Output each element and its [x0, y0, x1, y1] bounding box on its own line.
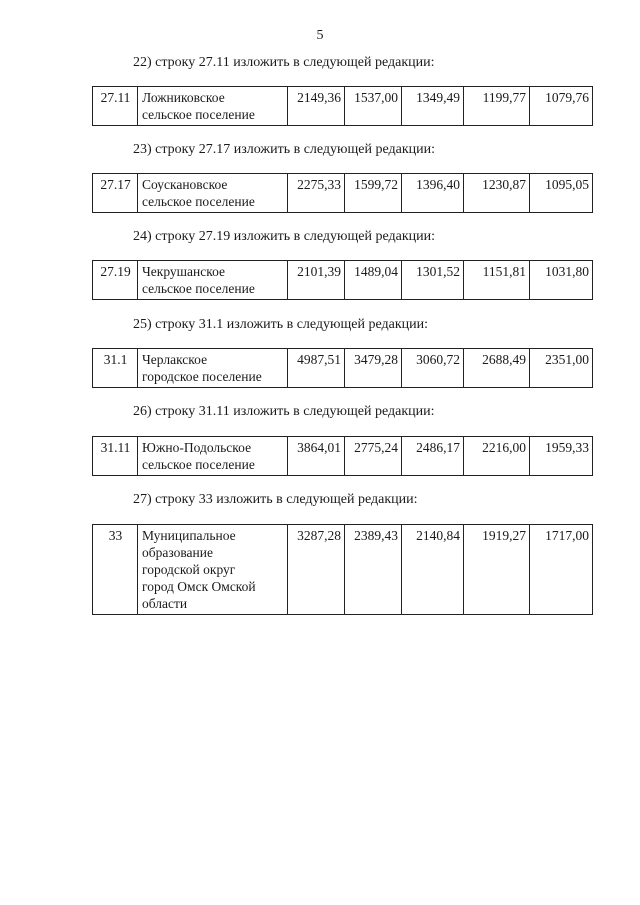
row-value: 2275,33	[288, 174, 345, 213]
row-value: 1959,33	[530, 437, 593, 476]
row-value: 2140,84	[402, 525, 464, 615]
row-value: 2688,49	[464, 349, 530, 388]
instruction-25: 25) строку 31.1 изложить в следующей редакции:	[133, 317, 429, 332]
row-code: 31.1	[93, 349, 138, 388]
row-name	[138, 174, 288, 213]
row-value: 1095,05	[530, 174, 593, 213]
table-row	[93, 437, 593, 476]
row-value: 1537,00	[345, 87, 402, 126]
row-value: 2216,00	[464, 437, 530, 476]
row-value: 4987,51	[288, 349, 345, 388]
instruction-22: 22) строку 27.11 изложить в следующей редакции:	[133, 55, 435, 70]
instruction-26: 26) строку 31.11 изложить в следующей редакции:	[133, 404, 435, 419]
row-code: 33	[93, 525, 138, 615]
table-row	[93, 87, 593, 126]
row-value: 1919,27	[464, 525, 530, 615]
row-code: 27.19	[93, 261, 138, 300]
row-name	[138, 437, 288, 476]
instruction-24: 24) строку 27.19 изложить в следующей редакции:	[133, 229, 436, 244]
row-table-31-1	[92, 348, 593, 388]
row-value: 1396,40	[402, 174, 464, 213]
page-number: 5	[316, 28, 324, 43]
row-name-line: городское поселение	[142, 369, 262, 384]
row-name-line: городской округ	[142, 562, 236, 577]
table-row	[93, 349, 593, 388]
row-name-line: Черлакское	[142, 352, 208, 367]
row-name-line: город Омск Омской	[142, 579, 256, 594]
row-name	[138, 87, 288, 126]
instruction-23: 23) строку 27.17 изложить в следующей редакции:	[133, 142, 436, 157]
row-name-line: образование	[142, 545, 213, 560]
row-name-line: сельское поселение	[142, 194, 255, 209]
row-name	[138, 349, 288, 388]
table-row	[93, 174, 593, 213]
row-value: 2101,39	[288, 261, 345, 300]
row-value: 1489,04	[345, 261, 402, 300]
row-value: 2486,17	[402, 437, 464, 476]
row-value: 2351,00	[530, 349, 593, 388]
row-name-line: сельское поселение	[142, 281, 255, 296]
row-value: 1199,77	[464, 87, 530, 126]
row-name-line: Соускановское	[142, 177, 228, 192]
row-table-27-17	[92, 173, 593, 213]
row-value: 2775,24	[345, 437, 402, 476]
row-name-line: Чекрушанское	[142, 264, 226, 279]
row-value: 1079,76	[530, 87, 593, 126]
row-value: 1031,80	[530, 261, 593, 300]
row-code: 27.11	[93, 87, 138, 126]
row-name-line: сельское поселение	[142, 457, 255, 472]
row-name-line: Муниципальное	[142, 528, 236, 543]
row-table-27-19	[92, 260, 593, 300]
row-value: 2389,43	[345, 525, 402, 615]
row-table-27-11	[92, 86, 593, 126]
row-table-31-11	[92, 436, 593, 476]
row-value: 3864,01	[288, 437, 345, 476]
row-name-line: области	[142, 596, 188, 611]
row-value: 3479,28	[345, 349, 402, 388]
table-row	[93, 525, 593, 615]
row-value: 1230,87	[464, 174, 530, 213]
row-name-line: Южно-Подольское	[142, 440, 252, 455]
table-row	[93, 261, 593, 300]
row-name	[138, 525, 288, 615]
row-name	[138, 261, 288, 300]
row-value: 1599,72	[345, 174, 402, 213]
row-value: 1301,52	[402, 261, 464, 300]
row-value: 1717,00	[530, 525, 593, 615]
row-value: 1151,81	[464, 261, 530, 300]
row-name-line: Ложниковское	[142, 90, 225, 105]
row-value: 3060,72	[402, 349, 464, 388]
row-value: 3287,28	[288, 525, 345, 615]
row-value: 2149,36	[288, 87, 345, 126]
row-name-line: сельское поселение	[142, 107, 255, 122]
row-table-33	[92, 524, 593, 615]
row-value: 1349,49	[402, 87, 464, 126]
row-code: 27.17	[93, 174, 138, 213]
row-code: 31.11	[93, 437, 138, 476]
instruction-27: 27) строку 33 изложить в следующей редакции:	[133, 492, 418, 507]
